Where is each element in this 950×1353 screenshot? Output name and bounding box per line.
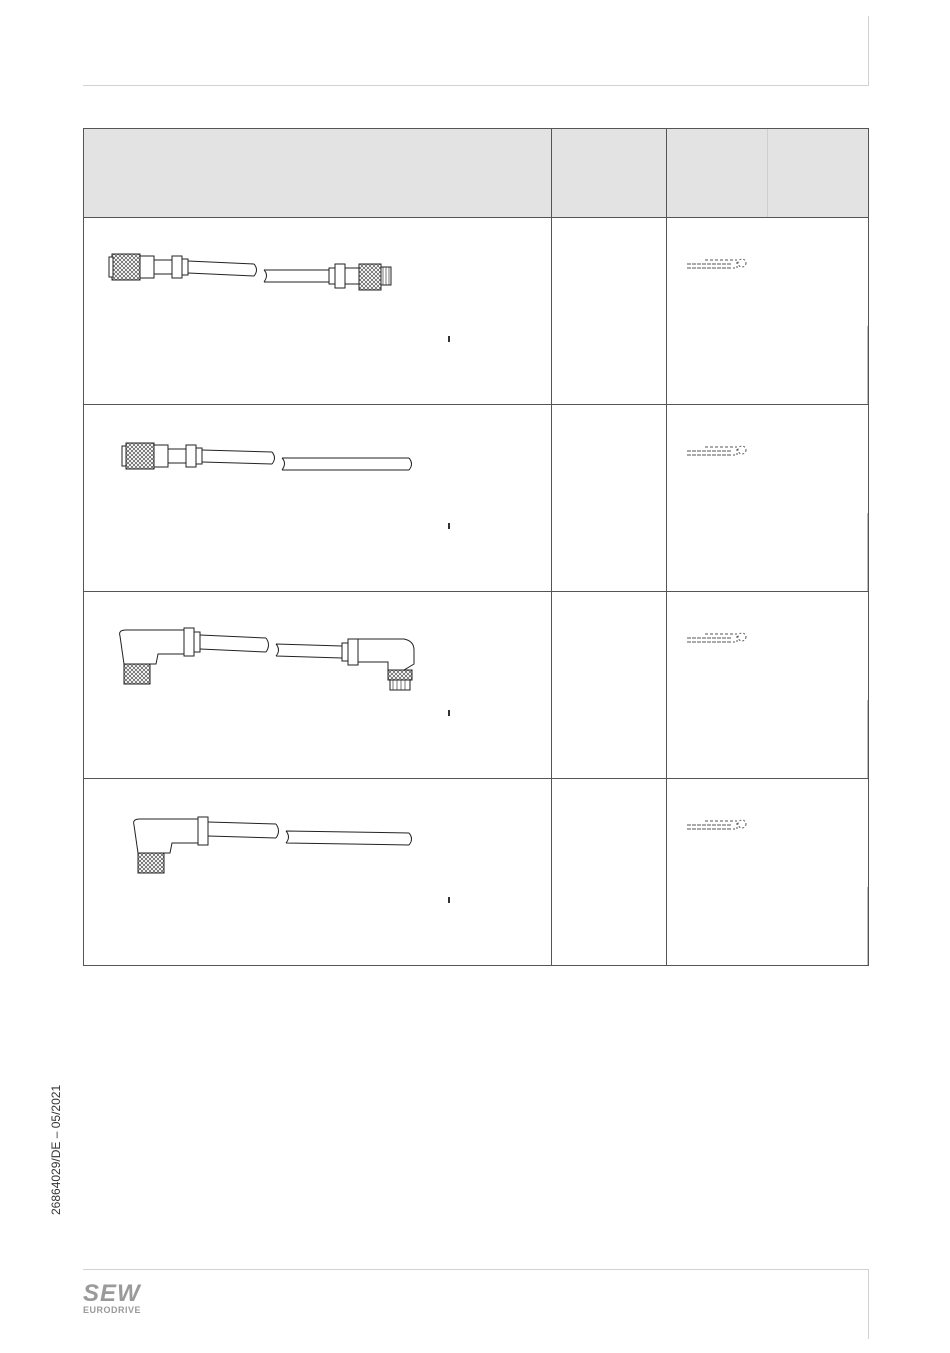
cable-table: [83, 128, 869, 966]
table-header-row: [84, 129, 869, 218]
header-rule: [83, 85, 869, 86]
motor-icon-cell: [667, 779, 869, 966]
inner-divider: [867, 700, 868, 778]
table-row: [84, 779, 869, 966]
motor-icon-cell: [667, 405, 869, 592]
cable-drawing-cell: [84, 592, 552, 779]
footer-right-rule: [868, 1269, 869, 1339]
angled-cable-both-ends-drawing: [104, 614, 424, 704]
cable-symbol-icon: [685, 813, 749, 833]
table-row: [84, 218, 869, 405]
cable-symbol-icon: [685, 626, 749, 646]
angled-cable-open-end-drawing: [104, 801, 424, 891]
logo-sub-text: EURODRIVE: [83, 1305, 142, 1315]
table-row: [84, 592, 869, 779]
cable-drawing-cell: [84, 405, 552, 592]
table-cell: [552, 218, 667, 405]
inner-divider: [867, 326, 868, 404]
straight-cable-both-ends-drawing: [104, 240, 424, 310]
cable-drawing-cell: [84, 218, 552, 405]
table-cell: [552, 779, 667, 966]
inner-divider: [867, 513, 868, 591]
footer-rule: [83, 1269, 869, 1270]
sew-eurodrive-logo: [83, 1280, 153, 1317]
header-cell-3: [667, 129, 869, 218]
cable-symbol-icon: [685, 439, 749, 459]
table-cell: [552, 405, 667, 592]
drawing-marker: [448, 710, 450, 716]
motor-icon-cell: [667, 218, 869, 405]
document-code: 26864029/DE – 05/2021: [49, 1084, 63, 1215]
inner-divider: [867, 887, 868, 965]
drawing-marker: [448, 523, 450, 529]
motor-icon-cell: [667, 592, 869, 779]
header-right-rule: [868, 16, 869, 86]
drawing-marker: [448, 897, 450, 903]
cable-drawing-cell: [84, 779, 552, 966]
header-cell-description: [84, 129, 552, 218]
drawing-marker: [448, 336, 450, 342]
cable-symbol-icon: [685, 252, 749, 272]
logo-main-text: SEW: [83, 1280, 141, 1307]
table-row: [84, 405, 869, 592]
straight-cable-open-end-drawing: [104, 427, 424, 497]
header-cell-2: [552, 129, 667, 218]
table-cell: [552, 592, 667, 779]
